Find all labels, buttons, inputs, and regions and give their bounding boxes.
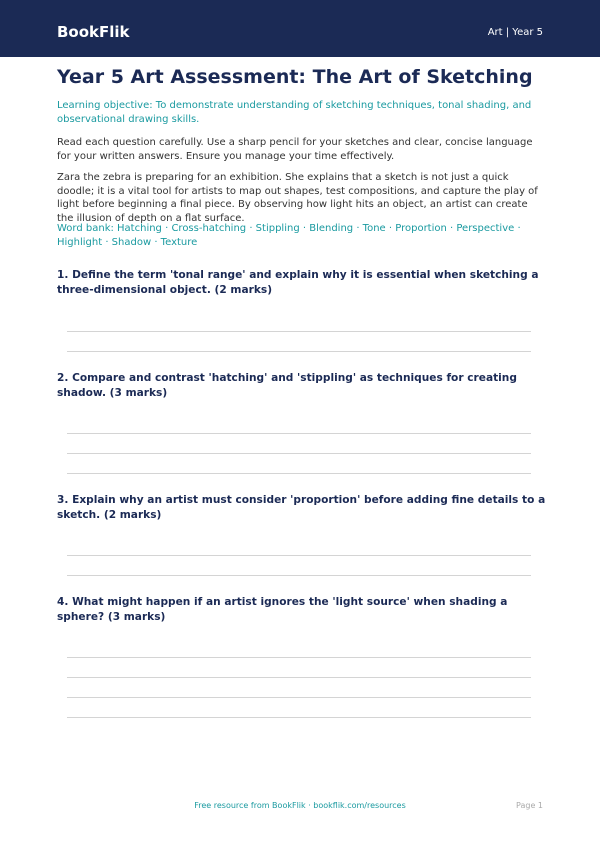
question-2: 2. Compare and contrast 'hatching' and 'stippling' as techniques for creating shadow. (3 marks) xyxy=(57,372,517,399)
answer-line-q2-3[interactable] xyxy=(67,473,531,474)
answer-line-q2-2[interactable] xyxy=(67,453,531,454)
word-bank: Word bank: Hatching · Cross-hatching · Stippling · Blending · Tone · Proportion · Perspective · Highlight · Shadow · Texture xyxy=(57,223,521,248)
brand-logo[interactable]: BookFlik xyxy=(57,23,130,41)
story-text: Zara the zebra is preparing for an exhibition. She explains that a sketch is not just a quick doodle; it is a vital tool for artists to map out shapes, test compositions, and capture the play of light before beginning a final piece. By observing how light hits an object, an artist can create the illusion of depth on a flat surface. xyxy=(57,172,538,224)
answer-line-q4-4[interactable] xyxy=(67,717,531,718)
answer-line-q4-1[interactable] xyxy=(67,657,531,658)
question-1: 1. Define the term 'tonal range' and explain why it is essential when sketching a three-dimensional object. (2 marks) xyxy=(57,269,539,296)
question-4: 4. What might happen if an artist ignores the 'light source' when shading a sphere? (3 marks) xyxy=(57,596,508,623)
page-title: Year 5 Art Assessment: The Art of Sketching xyxy=(57,66,533,88)
learning-objective: Learning objective: To demonstrate understanding of sketching techniques, tonal shading, and observational drawing skills. xyxy=(57,100,532,125)
page-number: Page 1 xyxy=(516,801,543,810)
answer-line-q4-2[interactable] xyxy=(67,677,531,678)
question-3: 3. Explain why an artist must consider 'proportion' before adding fine details to a sketch. (2 marks) xyxy=(57,494,546,521)
page-header xyxy=(0,0,600,57)
answer-line-q3-2[interactable] xyxy=(67,575,531,576)
answer-line-q3-1[interactable] xyxy=(67,555,531,556)
subject-year-label: Art | Year 5 xyxy=(487,27,543,38)
footer-link[interactable]: Free resource from BookFlik · bookflik.com/resources xyxy=(194,801,406,810)
answer-line-q2-1[interactable] xyxy=(67,433,531,434)
answer-line-q4-3[interactable] xyxy=(67,697,531,698)
answer-line-q1-1[interactable] xyxy=(67,331,531,332)
answer-line-q1-2[interactable] xyxy=(67,351,531,352)
instructions-text: Read each question carefully. Use a sharp pencil for your sketches and clear, concise language for your written answers. Ensure you manage your time effectively. xyxy=(57,137,533,162)
